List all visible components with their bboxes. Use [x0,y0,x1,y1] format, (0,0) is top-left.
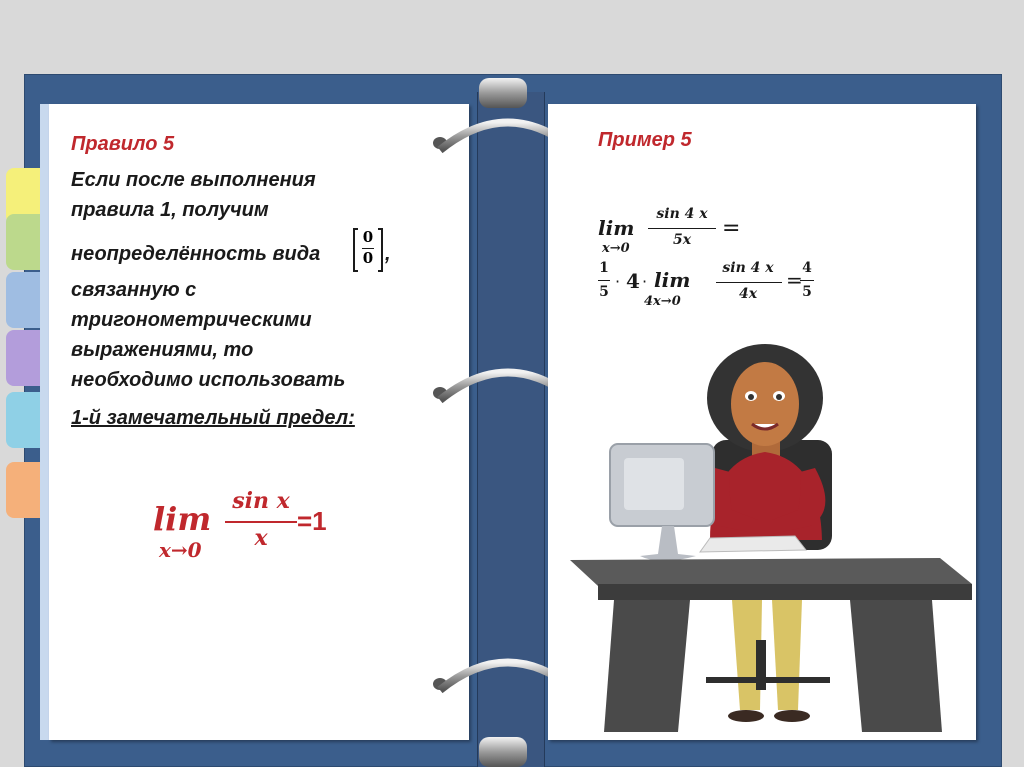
fraction-denominator: x [254,525,268,551]
equals-sign: = [786,268,803,292]
example-line-2 [598,260,878,320]
fraction-bar [598,280,610,281]
fraction-denominator: 5x [672,232,692,248]
result-numerator: 4 [802,260,812,276]
fraction-bar [648,228,716,229]
example-title: Пример 5 [598,129,692,151]
lim-subscript: 4x→0 [644,294,681,309]
rule-line: выражениями, то [71,339,254,361]
fraction-bar [225,521,297,523]
result-denominator: 5 [802,284,812,300]
bracket-numerator: 0 [362,228,374,246]
dot-operator: · [615,272,621,291]
first-remarkable-limit [153,488,373,568]
lim-subscript: x→0 [159,538,202,562]
lim-label: lim [598,216,635,240]
rule-line: неопределённость вида [71,243,321,265]
limit-result: =1 [297,506,327,536]
lim-label: lim [153,500,212,538]
factor-four: 4 [626,269,640,293]
fraction-numerator: sin x [232,488,290,514]
teacher-illustration [560,340,980,740]
fraction-bar [716,282,782,283]
lim-subscript: x→0 [602,241,630,256]
coef-denominator: 5 [599,284,609,300]
indeterminate-bracket [353,228,383,272]
fraction-denominator: 4x [738,286,758,302]
rule-title: Правило 5 [71,133,175,155]
bracket-denominator: 0 [362,249,374,267]
fraction-bar [800,280,814,281]
page-edge [40,104,49,740]
binder-spine [477,92,545,767]
equals-sign: = [722,216,741,241]
left-page [49,104,469,740]
rule-line: необходимо использовать [71,369,346,391]
rule-line: тригонометрическими [71,309,312,331]
lim-label: lim [654,268,691,292]
rule-line: связанную с [71,279,197,301]
coef-numerator: 1 [599,260,609,276]
dot-operator: · [642,272,648,291]
fraction-numerator: sin 4 x [722,260,774,276]
rule-line: Если после выполнения [71,169,316,191]
rule-line: правила 1, получим [71,199,269,221]
comma: , [385,243,391,265]
fraction-numerator: sin 4 x [656,206,708,222]
example-line-1 [598,204,808,260]
rule-line: 1-й замечательный предел: [71,407,355,429]
